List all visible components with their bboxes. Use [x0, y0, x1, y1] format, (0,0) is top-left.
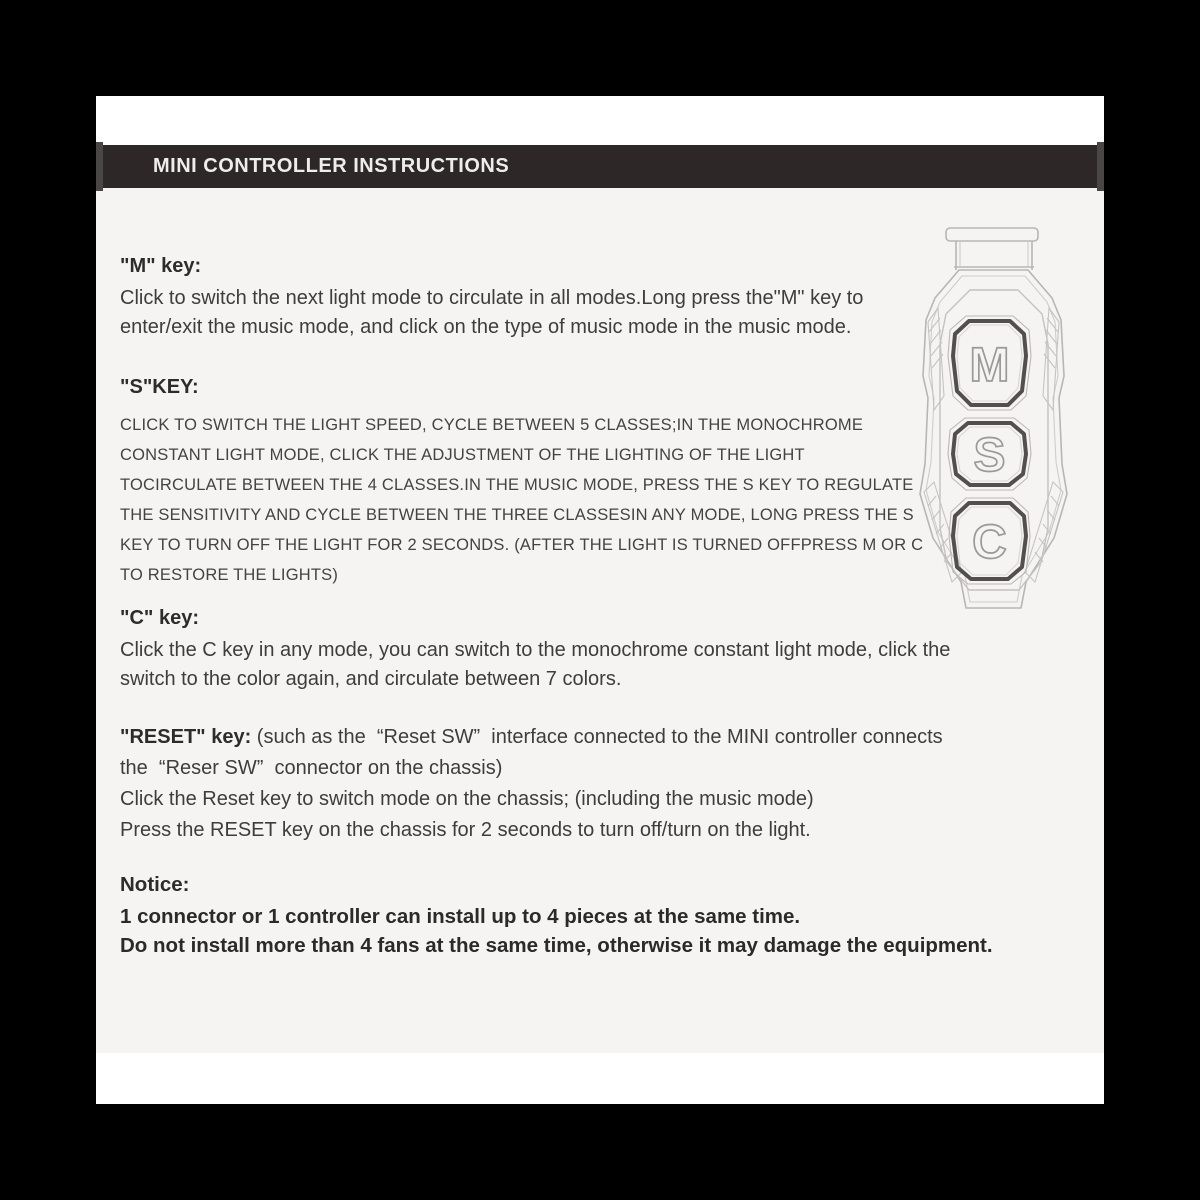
text-line: Click the C key in any mode, you can switch to the monochrome constant light mode, click the — [120, 639, 951, 661]
reset-key-heading: "RESET" key: — [120, 726, 252, 748]
text-line: CONSTANT LIGHT MODE, CLICK THE ADJUSTMENT OF THE LIGHTING OF THE LIGHT — [120, 446, 805, 464]
page-title: MINI CONTROLLER INSTRUCTIONS — [153, 155, 510, 177]
button-label-s: S — [973, 429, 1006, 482]
button-label-m: M — [969, 339, 1010, 392]
header-bar — [96, 145, 1104, 188]
controller-drawing-svg — [902, 226, 1078, 622]
text-line: the “Reser SW” connector on the chassis) — [120, 757, 503, 779]
section-c-key — [120, 606, 950, 694]
device-button-m — [948, 316, 1031, 410]
device-button-c — [949, 498, 1030, 584]
button-label-c: C — [972, 516, 1007, 569]
device-connector — [946, 228, 1038, 270]
text-line: Do not install more than 4 fans at the same time, otherwise it may damage the equipment. — [120, 934, 993, 957]
section-reset-key — [120, 722, 943, 846]
section-notice — [120, 872, 993, 960]
text-line: switch to the color again, and circulate between 7 colors. — [120, 668, 622, 690]
device-button-s — [948, 418, 1031, 490]
s-key-heading: "S"KEY: — [120, 376, 199, 398]
section-s-key — [120, 375, 923, 590]
m-key-heading: "M" key: — [120, 255, 202, 277]
controller-illustration — [902, 226, 1078, 622]
header-bar-left-cap — [96, 142, 103, 191]
text-line: Click the Reset key to switch mode on the chassis; (including the music mode) — [120, 788, 814, 810]
reset-key-inline-text: (such as the “Reset SW” interface connected to the MINI controller connects — [251, 726, 943, 748]
section-m-key — [120, 254, 863, 342]
c-key-heading: "C" key: — [120, 607, 199, 629]
text-line: Click to switch the next light mode to circulate in all modes.Long press the"M" key to — [120, 287, 864, 309]
text-line: CLICK TO SWITCH THE LIGHT SPEED, CYCLE BETWEEN 5 CLASSES;IN THE MONOCHROME — [120, 416, 864, 434]
text-line: Press the RESET key on the chassis for 2 seconds to turn off/turn on the light. — [120, 819, 811, 841]
text-line: KEY TO TURN OFF THE LIGHT FOR 2 SECONDS. (AFTER THE LIGHT IS TURNED OFFPRESS M OR C — [120, 536, 924, 554]
text-line: enter/exit the music mode, and click on the type of music mode in the music mode. — [120, 316, 852, 338]
notice-heading: Notice: — [120, 873, 190, 896]
header-bar-right-cap — [1097, 142, 1104, 191]
document-page — [96, 96, 1104, 1104]
text-line: THE SENSITIVITY AND CYCLE BETWEEN THE THREE CLASSESIN ANY MODE, LONG PRESS THE S — [120, 506, 914, 524]
text-line — [120, 722, 943, 753]
text-line: TO RESTORE THE LIGHTS) — [120, 566, 339, 584]
text-line: 1 connector or 1 controller can install up to 4 pieces at the same time. — [120, 905, 801, 928]
text-line: TOCIRCULATE BETWEEN THE 4 CLASSES.IN THE MUSIC MODE, PRESS THE S KEY TO REGULATE — [120, 476, 914, 494]
